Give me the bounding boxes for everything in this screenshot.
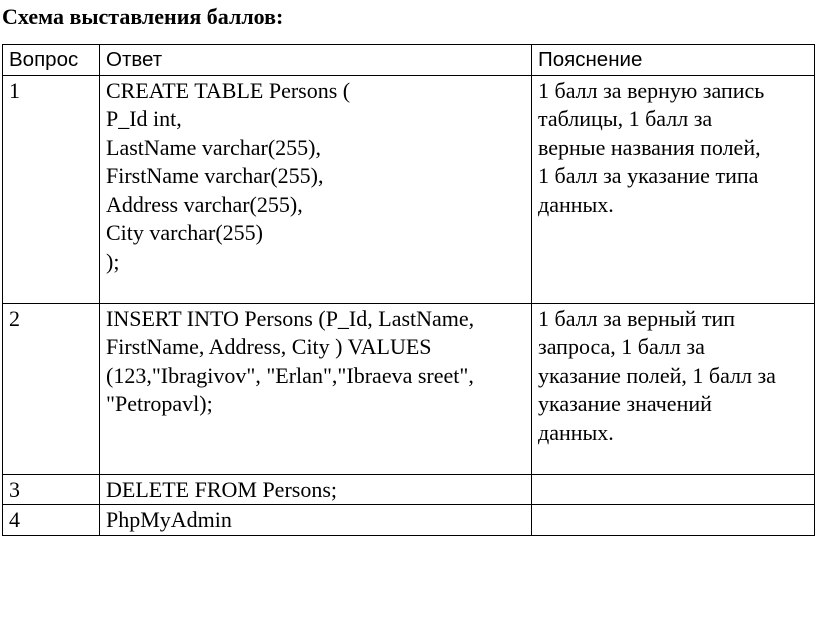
explanation-cell	[532, 75, 815, 303]
question-number: 2	[3, 303, 100, 474]
explanation-line: верные названия полей,	[538, 134, 761, 160]
answer-line: City varchar(255)	[106, 220, 263, 245]
answer-line: );	[106, 248, 120, 274]
answer-line: "Petropavl);	[106, 391, 213, 416]
answer-line: FirstName, Address, City ) VALUES	[106, 334, 432, 359]
header-answer: Ответ	[100, 45, 532, 76]
answer-line: FirstName varchar(255),	[106, 163, 324, 188]
explanation-line: запроса, 1 балл за	[538, 334, 705, 359]
answer-line: Address varchar(255),	[106, 191, 303, 217]
answer-cell	[100, 505, 532, 536]
answer-cell	[100, 75, 532, 303]
question-number: 4	[3, 505, 100, 536]
table-row	[3, 505, 815, 536]
table-header-row	[3, 45, 815, 76]
explanation-line: указание полей, 1 балл за	[538, 362, 776, 388]
explanation-line: данных.	[538, 419, 614, 445]
explanation-cell	[532, 474, 815, 505]
explanation-cell	[532, 505, 815, 536]
answer-cell	[100, 474, 532, 505]
explanation-line: данных.	[538, 191, 614, 217]
table-row	[3, 303, 815, 474]
answer-line: PhpMyAdmin	[106, 507, 232, 532]
answer-line: P_Id int,	[106, 106, 182, 131]
page-title: Схема выставления баллов:	[2, 4, 284, 29]
answer-line: INSERT INTO Persons (P_Id, LastName,	[106, 305, 475, 331]
explanation-cell	[532, 303, 815, 474]
answer-cell	[100, 303, 532, 474]
explanation-line: указание значений	[538, 391, 712, 416]
question-number: 3	[3, 474, 100, 505]
explanation-line: 1 балл за верный тип	[538, 305, 736, 331]
question-number: 1	[3, 75, 100, 303]
table-row	[3, 75, 815, 303]
explanation-line: 1 балл за указание типа	[538, 163, 759, 188]
explanation-line: таблицы, 1 балл за	[538, 106, 713, 131]
scoring-table	[2, 44, 815, 536]
explanation-line: 1 балл за верную запись	[538, 77, 765, 103]
answer-line: CREATE TABLE Persons (	[106, 77, 351, 103]
answer-line: DELETE FROM Persons;	[106, 476, 337, 502]
header-question: Вопрос	[3, 45, 100, 76]
answer-line: (123,"Ibragivov", "Erlan","Ibraeva sreet",	[106, 362, 474, 388]
header-explanation: Пояснение	[532, 45, 815, 76]
table-row	[3, 474, 815, 505]
answer-line: LastName varchar(255),	[106, 134, 322, 160]
